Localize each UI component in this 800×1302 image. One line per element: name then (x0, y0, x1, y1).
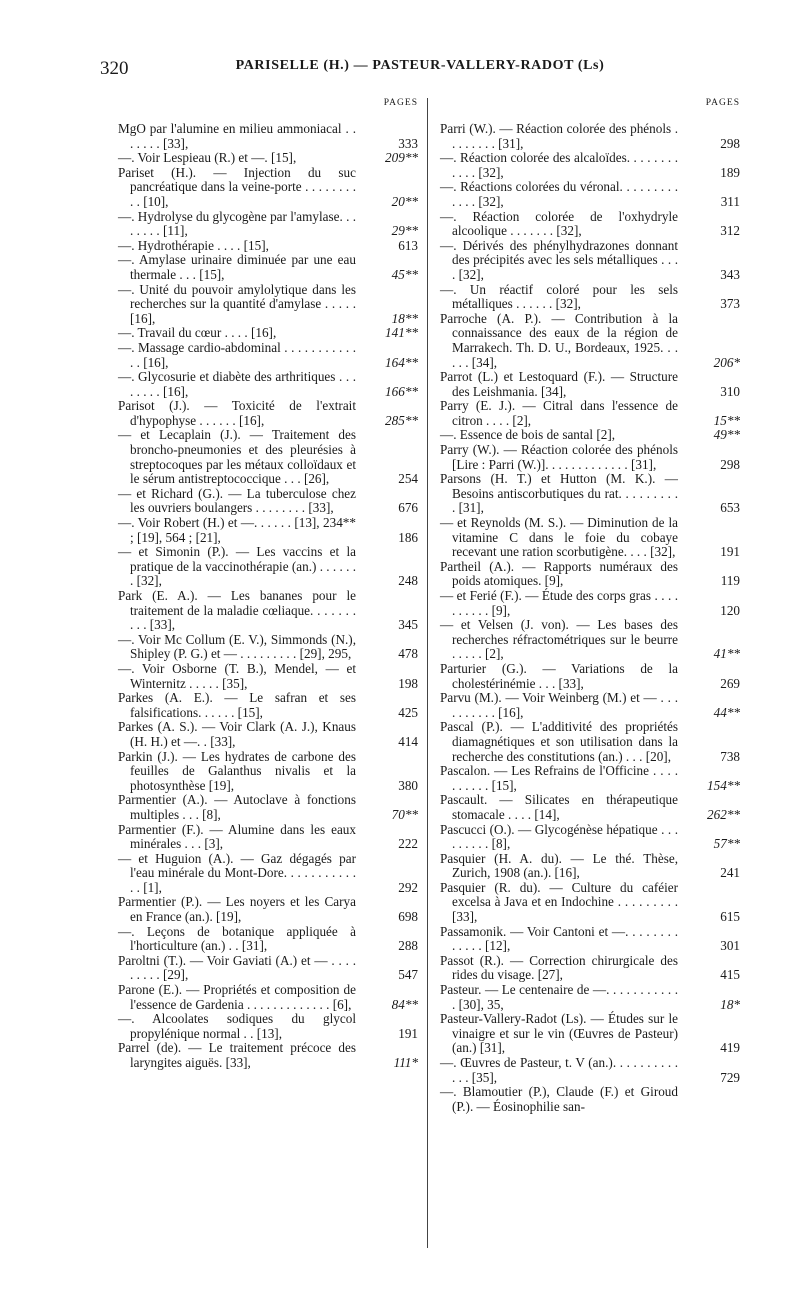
entry-page-ref: 415 (720, 967, 740, 983)
index-entry (118, 691, 418, 720)
entry-page-ref: 292 (398, 879, 418, 895)
index-entry (440, 793, 740, 822)
index-entry (118, 662, 418, 691)
index-entry (118, 166, 418, 210)
entry-page-ref: 345 (398, 617, 418, 633)
entry-page-ref: 57** (713, 836, 740, 852)
entry-page-ref: 241 (720, 865, 740, 881)
entry-text: —. Glycosurie et diabète des arthritiques . . . . . . . . [16], (118, 369, 356, 399)
entry-text: Partheil (A.). — Rapports numéraux des poids atomiques. [9], (440, 558, 678, 589)
entry-text: —. Essence de bois de santal [2], (440, 427, 616, 443)
entry-text: Parrel (de). — Le traitement précoce des laryngites aiguës. [33], (118, 1040, 356, 1070)
entry-page-ref: 209** (385, 150, 418, 166)
index-entry (440, 1056, 740, 1085)
entry-text: —. Œuvres de Pasteur, t. V (an.). . . . . . . . . . . . . [35], (440, 1055, 678, 1085)
page-header (100, 52, 740, 82)
index-entry (118, 545, 418, 589)
entry-page-ref: 44** (713, 704, 740, 720)
entry-page-ref: 141** (385, 325, 418, 341)
index-entry (440, 210, 740, 239)
entry-page-ref: 29** (391, 223, 418, 239)
entry-page-ref: 41** (713, 646, 740, 662)
index-entry (118, 823, 418, 852)
entry-text: Parkes (A. E.). — Le safran et ses falsifications. . . . . . [15], (118, 690, 356, 720)
entry-text: Pasquier (R. du). — Culture du caféier excelsa à Java et en Indochine . . . . . . . . . [33], (440, 879, 678, 925)
entry-page-ref: 254 (398, 471, 418, 487)
entry-page-ref: 425 (398, 704, 418, 720)
index-entry (440, 472, 740, 516)
entry-text: Parri (W.). — Réaction colorée des phénols . . . . . . . . [31], (440, 121, 678, 151)
entry-text: — et Huguion (A.). — Gaz dégagés par l'eau minérale du Mont-Dore. . . . . . . . . . . . . [1], (118, 850, 356, 895)
index-entry (118, 793, 418, 822)
entry-text: —. Travail du cœur . . . . [16], (118, 325, 277, 341)
index-entry (118, 122, 418, 151)
page-number: 320 (100, 58, 129, 79)
index-entry (118, 1041, 418, 1070)
entry-text: —. Blamoutier (P.), Claude (F.) et Giroud (P.). — Éosinophilie san- (440, 1084, 678, 1114)
index-entry (440, 428, 740, 443)
entry-page-ref: 298 (720, 456, 740, 472)
entry-text: Parisot (J.). — Toxicité de l'extrait d'hypophyse . . . . . . [16], (118, 398, 356, 428)
index-entry (440, 516, 740, 560)
entry-page-ref: 166** (385, 383, 418, 399)
entry-page-ref: 698 (398, 909, 418, 925)
entry-text: Pascault. — Silicates en thérapeutique stomacale . . . . [14], (440, 792, 678, 822)
entry-text: —. Voir Osborne (T. B.), Mendel, — et Winternitz . . . . . [35], (118, 660, 356, 691)
entry-page-ref: 414 (398, 733, 418, 749)
index-entry (118, 1012, 418, 1041)
index-entry (440, 954, 740, 983)
index-entry (440, 283, 740, 312)
left-entries (118, 122, 418, 1071)
entry-page-ref: 298 (720, 135, 740, 151)
entry-text: —. Réactions colorées du véronal. . . . . . . . . . . . . [32], (440, 179, 678, 209)
entry-text: —. Réaction colorée de l'oxhydryle alcoolique . . . . . . . [32], (440, 208, 678, 239)
pages-caption-right: PAGES (705, 98, 740, 108)
index-entry (440, 662, 740, 691)
index-entry (440, 720, 740, 764)
entry-text: —. Un réactif coloré pour les sels métalliques . . . . . . [32], (440, 281, 678, 312)
entry-page-ref: 478 (398, 646, 418, 662)
index-entry (118, 326, 418, 341)
entry-text: —. Hydrolyse du glycogène par l'amylase. . . . . . . . [11], (118, 208, 356, 239)
entry-page-ref: 311 (720, 193, 740, 209)
entry-text: —. Réaction colorée des alcaloïdes. . . . . . . . . . . . [32], (440, 150, 678, 180)
entry-text: — et Reynolds (M. S.). — Diminution de la vitamine C dans le foie du cobaye recevant une ration scorbutigène. . . . [32], (440, 515, 678, 560)
entry-page-ref: 84** (391, 996, 418, 1012)
entry-text: Parmentier (F.). — Alumine dans les eaux minérales . . . [3], (118, 821, 356, 852)
entry-text: Parkes (A. S.). — Voir Clark (A. J.), Knaus (H. H.) et —. . [33], (118, 719, 356, 749)
entry-page-ref: 653 (720, 500, 740, 516)
entry-text: Parroche (A. P.). — Contribution à la connaissance des eaux de la région de Marrakech. Th. D. U., Bordeaux, 1925. . . . . . [34], (440, 310, 678, 370)
entry-text: —. Voir Lespieau (R.) et —. [15], (118, 150, 297, 166)
entry-page-ref: 154** (707, 777, 740, 793)
entry-text: Passamonik. — Voir Cantoni et —. . . . . . . . . . . . . [12], (440, 923, 678, 954)
entry-page-ref: 49** (713, 427, 740, 443)
entry-text: —. Voir Robert (H.) et —. . . . . . [13], 234** ; [19], 564 ; [21], (118, 515, 356, 545)
index-entry (440, 764, 740, 793)
index-entry (118, 341, 418, 370)
index-entry (118, 210, 418, 239)
entry-page-ref: 119 (720, 573, 740, 589)
index-entry (118, 852, 418, 896)
entry-text: Pasteur. — Le centenaire de —. . . . . . . . . . . . [30], 35, (440, 982, 678, 1012)
entry-page-ref: 312 (720, 223, 740, 239)
entry-page-ref: 288 (398, 938, 418, 954)
index-entry (118, 633, 418, 662)
entry-page-ref: 18* (720, 996, 740, 1012)
index-entry (118, 895, 418, 924)
entry-page-ref: 285** (385, 412, 418, 428)
entry-page-ref: 198 (398, 675, 418, 691)
entry-page-ref: 419 (720, 1040, 740, 1056)
entry-page-ref: 613 (398, 237, 418, 253)
entry-page-ref: 191 (720, 544, 740, 560)
index-entry (118, 151, 418, 166)
entry-text: Pascal (P.). — L'additivité des propriétés diamagnétiques et son utilisation dans la recherche des constitutions (an.) . . . [20], (440, 719, 678, 764)
entry-page-ref: 380 (398, 777, 418, 793)
index-entry (440, 1012, 740, 1056)
entry-page-ref: 248 (398, 573, 418, 589)
index-entry (118, 750, 418, 794)
entry-text: Park (E. A.). — Les bananes pour le traitement de la maladie cœliaque. . . . . . . . . . [33], (118, 588, 356, 633)
entry-page-ref: 310 (720, 383, 740, 399)
index-entry (118, 720, 418, 749)
entry-page-ref: 206* (713, 354, 740, 370)
entry-text: Parturier (G.). — Variations de la cholestérinémie . . . [33], (440, 660, 678, 691)
index-entry (440, 589, 740, 618)
index-entry (440, 1085, 740, 1114)
entry-page-ref: 262** (707, 806, 740, 822)
index-entry (440, 852, 740, 881)
column-divider (427, 98, 428, 1248)
entry-page-ref: 15** (713, 412, 740, 428)
entry-text: — et Velsen (J. von). — Les bases des recherches réfractométriques sur le beurre . . . . . [2], (440, 617, 678, 662)
index-entry (440, 151, 740, 180)
entry-text: Parmentier (A.). — Autoclave à fonctions multiples . . . [8], (118, 792, 356, 822)
entry-page-ref: 547 (398, 967, 418, 983)
index-entry (440, 399, 740, 428)
index-entry (440, 881, 740, 925)
index-entry (118, 399, 418, 428)
index-entry (440, 122, 740, 151)
entry-text: Parkin (J.). — Les hydrates de carbone des feuilles de Galanthus nivalis et la photosynthèse [19], (118, 748, 356, 793)
entry-text: Pasteur-Vallery-Radot (Ls). — Études sur le vinaigre et sur le vin (Œuvres de Pasteur) (an.) [31], (440, 1011, 678, 1056)
index-entry (440, 691, 740, 720)
entry-page-ref: 20** (391, 193, 418, 209)
entry-page-ref: 676 (398, 500, 418, 516)
index-entry (118, 954, 418, 983)
entry-text: Parry (W.). — Réaction colorée des phénols [Lire : Parri (W.)]. . . . . . . . . . . . . [31], (440, 442, 678, 472)
entry-text: Parvu (M.). — Voir Weinberg (M.) et — . . . . . . . . . . [16], (440, 690, 678, 720)
index-entry (118, 370, 418, 399)
entry-page-ref: 615 (720, 909, 740, 925)
entry-text: Parmentier (P.). — Les noyers et les Carya en France (an.). [19], (118, 894, 356, 925)
pages-caption-left: PAGES (383, 98, 418, 108)
entry-page-ref: 111* (393, 1055, 418, 1070)
entry-text: MgO par l'alumine en milieu ammoniacal . . . . . . . [33], (118, 121, 356, 151)
entry-page-ref: 70** (391, 806, 418, 822)
entry-text: Pascucci (O.). — Glycogénèse hépatique . . . . . . . . . [8], (440, 821, 678, 852)
index-entry (440, 618, 740, 662)
entry-page-ref: 18** (391, 310, 418, 326)
entry-text: Passot (R.). — Correction chirurgicale des rides du visage. [27], (440, 952, 678, 983)
entry-page-ref: 738 (720, 748, 740, 764)
index-entry (440, 560, 740, 589)
entry-text: Parsons (H. T.) et Hutton (M. K.). — Besoins antiscorbutiques du rat. . . . . . . . . . [31], (440, 471, 678, 516)
entry-text: — et Simonin (P.). — Les vaccins et la pratique de la vaccinothérapie (an.) . . . . . . . [32], (118, 544, 356, 589)
entry-page-ref: 301 (720, 938, 740, 954)
entry-text: Pariset (H.). — Injection du suc pancréatique dans la veine-porte . . . . . . . . . . [10], (118, 164, 356, 209)
index-entry (118, 239, 418, 254)
index-entry (440, 312, 740, 370)
entry-page-ref: 729 (720, 1069, 740, 1085)
index-entry (440, 239, 740, 283)
entry-text: — et Lecaplain (J.). — Traitement des broncho-pneumonies et des pleurésies à streptocoques par les métaux colloïdaux et le sérum antistreptococcique . . . [26], (118, 427, 356, 487)
entry-page-ref: 45** (391, 266, 418, 282)
index-entry (118, 925, 418, 954)
entry-page-ref: 343 (720, 266, 740, 282)
entry-page-ref: 186 (398, 529, 418, 545)
index-entry (118, 253, 418, 282)
entry-text: —. Hydrothérapie . . . . [15], (118, 237, 269, 253)
index-entry (118, 516, 418, 545)
entry-text: —. Leçons de botanique appliquée à l'horticulture (an.) . . [31], (118, 923, 356, 954)
entry-text: —. Voir Mc Collum (E. V.), Simmonds (N.), Shipley (P. G.) et — . . . . . . . . . [29], 295, (118, 631, 356, 662)
entry-text: Parry (E. J.). — Citral dans l'essence de citron . . . . [2], (440, 398, 678, 428)
index-entry (440, 180, 740, 209)
entry-page-ref: 189 (720, 164, 740, 180)
index-entry (440, 443, 740, 472)
entry-text: Paroltni (T.). — Voir Gaviati (A.) et — . . . . . . . . . [29], (118, 952, 356, 983)
entry-text: Parrot (L.) et Lestoquard (F.). — Structure des Leishmania. [34], (440, 369, 678, 399)
index-entry (440, 925, 740, 954)
index-entry (118, 283, 418, 327)
entry-text: —. Alcoolates sodiques du glycol propylénique normal . . [13], (118, 1011, 356, 1041)
entry-text: Pascalon. — Les Refrains de l'Officine . . . . . . . . . . [15], (440, 763, 678, 793)
index-entry (118, 487, 418, 516)
entry-page-ref: 120 (720, 602, 740, 618)
entry-text: —. Unité du pouvoir amylolytique dans les recherches sur la quantité d'amylase . . . . . [16], (118, 281, 356, 326)
entry-text: Parone (E.). — Propriétés et composition de l'essence de Gardenia . . . . . . . . . . . . . [6], (118, 982, 356, 1012)
entry-page-ref: 164** (385, 354, 418, 370)
index-entry (440, 823, 740, 852)
entry-page-ref: 269 (720, 675, 740, 691)
entry-page-ref: 333 (398, 135, 418, 151)
entry-text: — et Richard (G.). — La tuberculose chez les ouvriers boulangers . . . . . . . . [33], (118, 485, 356, 516)
index-entry (118, 983, 418, 1012)
index-entry (118, 589, 418, 633)
entry-text: — et Ferié (F.). — Étude des corps gras . . . . . . . . . . [9], (440, 588, 678, 618)
entry-text: Pasquier (H. A. du). — Le thé. Thèse, Zurich, 1908 (an.). [16], (440, 850, 678, 881)
right-entries (440, 122, 740, 1114)
index-entry (440, 370, 740, 399)
entry-page-ref: 373 (720, 296, 740, 312)
entry-page-ref: 191 (398, 1025, 418, 1041)
running-title: PARISELLE (H.) — PASTEUR-VALLERY-RADOT (Ls) (235, 58, 605, 73)
index-entry (118, 428, 418, 486)
entry-page-ref: 222 (398, 836, 418, 852)
entry-text: —. Massage cardio-abdominal . . . . . . . . . . . . . [16], (118, 339, 356, 370)
entry-text: —. Dérivés des phénylhydrazones donnant des précipités avec les sels métalliques . . . . [32], (440, 237, 678, 282)
index-entry (440, 983, 740, 1012)
entry-text: —. Amylase urinaire diminuée par une eau thermale . . . [15], (118, 252, 356, 282)
